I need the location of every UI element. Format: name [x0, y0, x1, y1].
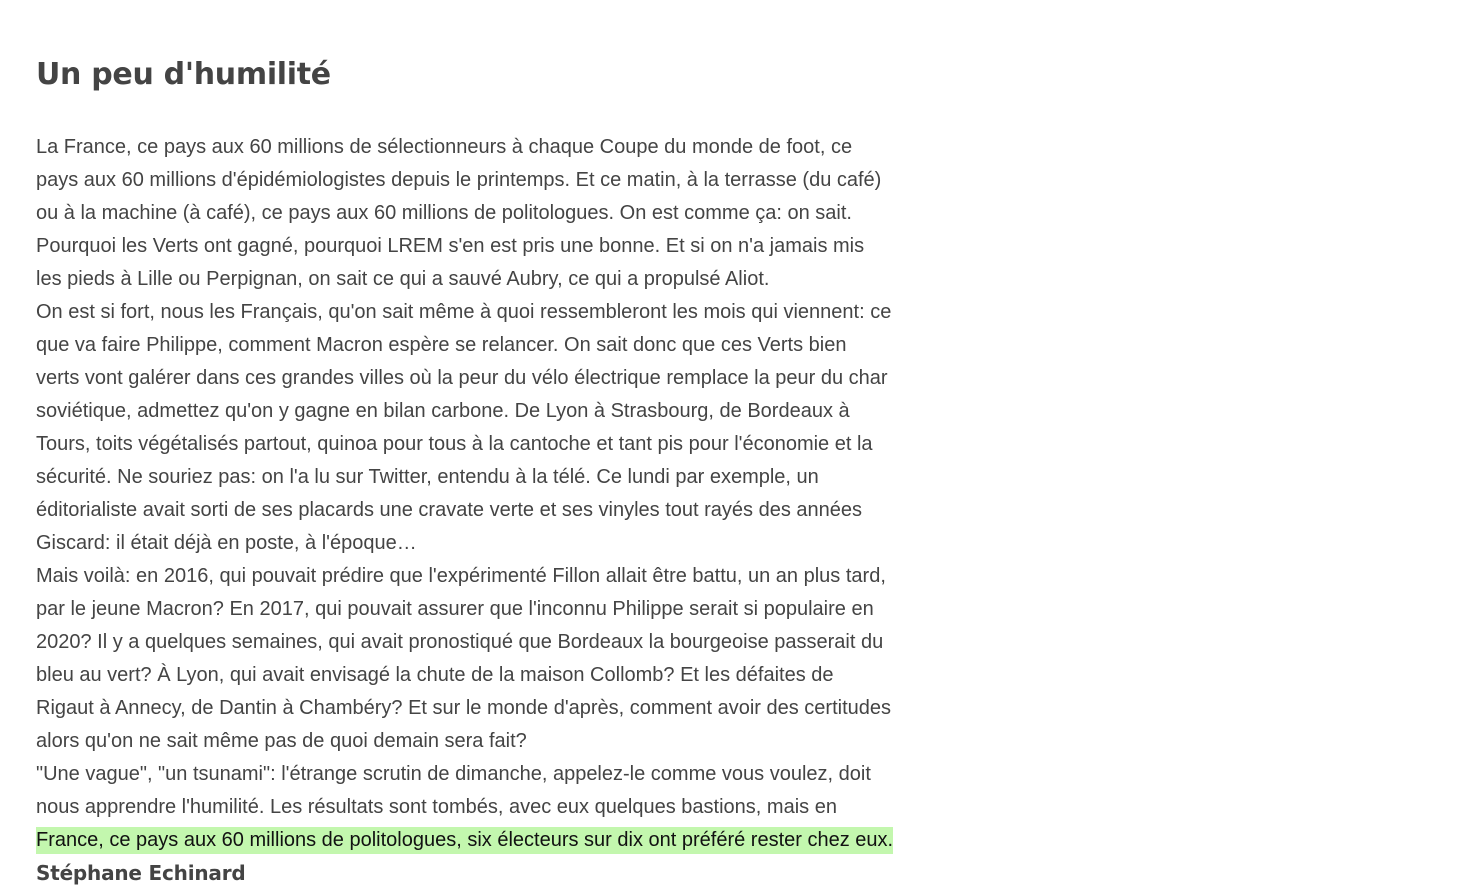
body-line: Tours, toits végétalisés partout, quinoa pour tous à la cantoche et tant pis pour l'économie et la — [36, 433, 873, 455]
body-line: soviétique, admettez qu'on y gagne en bilan carbone. De Lyon à Strasbourg, de Bordeaux à — [36, 400, 850, 422]
body-line: Rigaut à Annecy, de Dantin à Chambéry? Et sur le monde d'après, comment avoir des certitudes — [36, 697, 891, 719]
body-line: La France, ce pays aux 60 millions de sélectionneurs à chaque Coupe du monde de foot, ce — [36, 136, 853, 158]
highlighted-line — [36, 824, 936, 857]
body-line: pays aux 60 millions d'épidémiologistes depuis le printemps. Et ce matin, à la terrasse (du café) — [36, 169, 882, 191]
body-line: On est si fort, nous les Français, qu'on sait même à quoi ressembleront les mois qui viennent: ce — [36, 301, 892, 323]
body-line: bleu au vert? À Lyon, qui avait envisagé la chute de la maison Collomb? Et les défaites de — [36, 664, 834, 686]
text-highlight: France, ce pays aux 60 millions de politologues, six électeurs sur dix ont préféré rester chez eux. — [36, 827, 893, 854]
body-line: Pourquoi les Verts ont gagné, pourquoi LREM s'en est pris une bonne. Et si on n'a jamais mis — [36, 235, 865, 257]
author-signature: Stéphane Echinard — [36, 861, 246, 885]
body-line: verts vont galérer dans ces grandes villes où la peur du vélo électrique remplace la peur du char — [36, 367, 888, 389]
body-line: "Une vague", "un tsunami": l'étrange scrutin de dimanche, appelez-le comme vous voulez, doit — [36, 763, 871, 785]
body-line: que va faire Philippe, comment Macron espère se relancer. On sait donc que ces Verts bien — [36, 334, 847, 356]
body-line: éditorialiste avait sorti de ses placards une cravate verte et ses vinyles tout rayés des années — [36, 499, 862, 521]
body-line: alors qu'on ne sait même pas de quoi demain sera fait? — [36, 730, 527, 752]
body-line: sécurité. Ne souriez pas: on l'a lu sur Twitter, entendu à la télé. Ce lundi par exemple, un — [36, 466, 819, 488]
article — [36, 52, 936, 890]
body-line: par le jeune Macron? En 2017, qui pouvait assurer que l'inconnu Philippe serait si populaire en — [36, 598, 874, 620]
article-title: Un peu d'humilité — [36, 57, 331, 92]
body-line: Mais voilà: en 2016, qui pouvait prédire que l'expérimenté Fillon allait être battu, un an plus tard, — [36, 565, 886, 587]
body-line: les pieds à Lille ou Perpignan, on sait ce qui a sauvé Aubry, ce qui a propulsé Aliot. — [36, 268, 770, 290]
body-line: 2020? Il y a quelques semaines, qui avait pronostiqué que Bordeaux la bourgeoise passerait du — [36, 631, 884, 653]
article-body — [36, 131, 936, 890]
body-line: ou à la machine (à café), ce pays aux 60 millions de politologues. On est comme ça: on sait. — [36, 202, 852, 224]
body-line: nous apprendre l'humilité. Les résultats sont tombés, avec eux quelques bastions, mais en — [36, 796, 837, 818]
body-line: Giscard: il était déjà en poste, à l'époque… — [36, 532, 417, 554]
